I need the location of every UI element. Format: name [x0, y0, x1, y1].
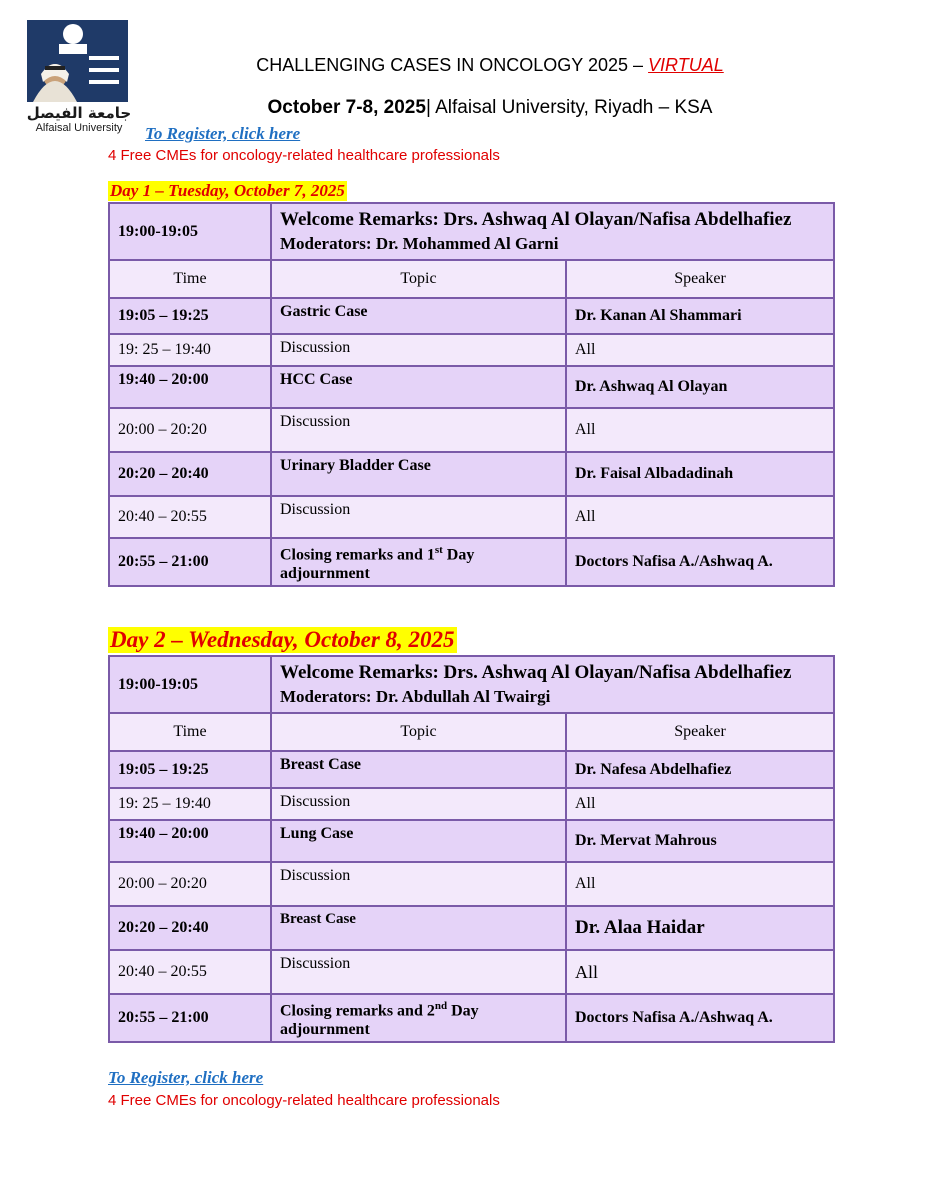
moderators: Moderators: Dr. Mohammed Al Garni — [280, 233, 559, 253]
session-time: 20:40 – 20:55 — [109, 496, 271, 538]
closing-row — [109, 538, 834, 586]
day2-schedule-table — [108, 655, 835, 1043]
session-time: 19:40 – 20:00 — [109, 820, 271, 862]
table-row — [109, 862, 834, 906]
closing-topic-post: Day adjournment — [280, 546, 475, 582]
emblem-icon — [27, 20, 128, 102]
session-time: 19:05 – 19:25 — [109, 751, 271, 788]
session-speaker: Doctors Nafisa A./Ashwaq A. — [566, 994, 834, 1042]
closing-topic-sup: nd — [434, 1000, 448, 1013]
register-link-top[interactable]: To Register, click here — [145, 124, 301, 143]
day1-schedule-table — [108, 202, 835, 587]
table-row — [109, 408, 834, 452]
session-topic: Discussion — [271, 496, 566, 538]
logo-emblem — [27, 20, 128, 102]
table-row — [109, 788, 834, 820]
session-speaker: Dr. Alaa Haidar — [566, 906, 834, 950]
session-time: 20:00 – 20:20 — [109, 408, 271, 452]
welcome-time: 19:00-19:05 — [109, 203, 271, 260]
session-time: 20:00 – 20:20 — [109, 862, 271, 906]
session-time: 20:55 – 21:00 — [109, 994, 271, 1042]
column-header-speaker: Speaker — [566, 260, 834, 298]
title-virtual: VIRTUAL — [648, 55, 724, 75]
closing-topic-pre: Closing remarks and 2 — [280, 1002, 435, 1020]
event-title — [180, 55, 800, 76]
session-topic: Breast Case — [271, 751, 566, 788]
column-header-speaker: Speaker — [566, 713, 834, 751]
session-speaker: All — [566, 950, 834, 994]
closing-row — [109, 994, 834, 1042]
welcome-remarks: Welcome Remarks: Drs. Ashwaq Al Olayan/Nafisa Abdelhafiez — [280, 208, 792, 230]
session-speaker: All — [566, 862, 834, 906]
welcome-row — [109, 656, 834, 713]
table-row — [109, 906, 834, 950]
table-row — [109, 366, 834, 408]
welcome-cell — [271, 656, 834, 713]
session-topic: Gastric Case — [271, 298, 566, 334]
table-row — [109, 452, 834, 496]
session-speaker: Doctors Nafisa A./Ashwaq A. — [566, 538, 834, 586]
column-header-topic: Topic — [271, 713, 566, 751]
table-row — [109, 496, 834, 538]
session-time: 19: 25 – 19:40 — [109, 334, 271, 366]
day2-heading: Day 2 – Wednesday, October 8, 2025 — [110, 627, 455, 652]
table-row — [109, 820, 834, 862]
session-speaker: All — [566, 788, 834, 820]
day1-heading: Day 1 – Tuesday, October 7, 2025 — [110, 181, 345, 200]
session-topic: HCC Case — [271, 366, 566, 408]
session-topic — [271, 538, 566, 586]
header-row — [109, 260, 834, 298]
header-row — [109, 713, 834, 751]
session-speaker: All — [566, 496, 834, 538]
closing-topic-post: Day adjournment — [280, 1002, 479, 1038]
session-topic: Breast Case — [271, 906, 566, 950]
event-location: | Alfaisal University, Riyadh – KSA — [425, 97, 713, 118]
session-topic: Lung Case — [271, 820, 566, 862]
welcome-remarks: Welcome Remarks: Drs. Ashwaq Al Olayan/Nafisa Abdelhafiez — [280, 661, 792, 683]
session-topic: Discussion — [271, 950, 566, 994]
session-speaker: Dr. Kanan Al Shammari — [566, 298, 834, 334]
session-speaker: Dr. Faisal Albadadinah — [566, 452, 834, 496]
register-link-bottom[interactable]: To Register, click here — [108, 1068, 264, 1087]
session-speaker: Dr. Nafesa Abdelhafiez — [566, 751, 834, 788]
column-header-time: Time — [109, 260, 271, 298]
logo-latin-text: Alfaisal University — [35, 122, 123, 134]
logo-arabic-text: جامعة الفيصل — [26, 104, 132, 122]
session-time: 19:40 – 20:00 — [109, 366, 271, 408]
session-topic — [271, 994, 566, 1042]
session-speaker: Dr. Mervat Mahrous — [566, 820, 834, 862]
session-topic: Discussion — [271, 334, 566, 366]
session-time: 19: 25 – 19:40 — [109, 788, 271, 820]
session-topic: Discussion — [271, 788, 566, 820]
university-logo — [26, 20, 132, 136]
cme-note-bottom: 4 Free CMEs for oncology-related healthcare professionals — [108, 1092, 500, 1109]
title-main: CHALLENGING CASES IN ONCOLOGY 2025 – — [256, 55, 649, 75]
session-time: 19:05 – 19:25 — [109, 298, 271, 334]
table-row — [109, 751, 834, 788]
welcome-time: 19:00-19:05 — [109, 656, 271, 713]
closing-topic-pre: Closing remarks and 1 — [280, 546, 435, 564]
moderators: Moderators: Dr. Abdullah Al Twairgi — [280, 686, 551, 706]
session-time: 20:55 – 21:00 — [109, 538, 271, 586]
table-row — [109, 950, 834, 994]
session-speaker: All — [566, 408, 834, 452]
closing-topic-sup: st — [434, 544, 443, 557]
table-row — [109, 298, 834, 334]
welcome-row — [109, 203, 834, 260]
session-time: 20:20 – 20:40 — [109, 906, 271, 950]
session-topic: Discussion — [271, 408, 566, 452]
event-dates: October 7-8, 2025 — [267, 97, 426, 118]
column-header-time: Time — [109, 713, 271, 751]
table-row — [109, 334, 834, 366]
session-time: 20:40 – 20:55 — [109, 950, 271, 994]
session-speaker: All — [566, 334, 834, 366]
event-subtitle — [190, 97, 790, 119]
column-header-topic: Topic — [271, 260, 566, 298]
session-speaker: Dr. Ashwaq Al Olayan — [566, 366, 834, 408]
session-topic: Urinary Bladder Case — [271, 452, 566, 496]
session-time: 20:20 – 20:40 — [109, 452, 271, 496]
welcome-cell — [271, 203, 834, 260]
cme-note-top: 4 Free CMEs for oncology-related healthcare professionals — [108, 147, 500, 164]
session-topic: Discussion — [271, 862, 566, 906]
